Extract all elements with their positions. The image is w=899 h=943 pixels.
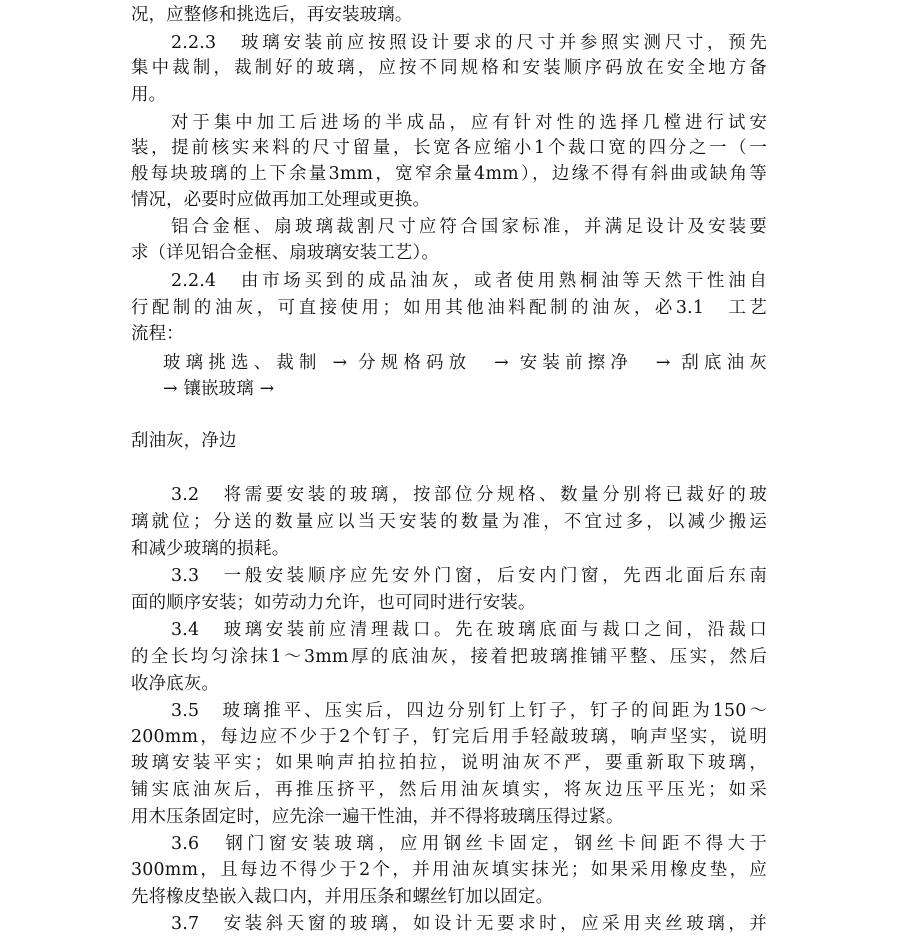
text-line: 收净底灰。 (131, 674, 219, 694)
text-line: 用木压条固定时，应先涂一遍干性油，并不得将玻璃压得过紧。 (131, 807, 624, 827)
text-line: 行配制的油灰，可直接使用；如用其他油料配制的油灰，必3.1 工艺 (131, 298, 767, 318)
text-line: 和减少玻璃的损耗。 (131, 539, 290, 559)
text-line: 铺实底油灰后，再推压挤平，然后用油灰填实，将灰边压平压光；如采 (131, 780, 767, 800)
section-2-2-4-text: 2.2.4 由市场买到的成品油灰，或者使用熟桐油等天然干性油自 (171, 271, 767, 291)
section-2-2-3-text: 2.2.3 玻璃安装前应按照设计要求的尺寸并参照实测尺寸，预先 (171, 33, 767, 53)
process-flow-line-1: 玻璃挑选、裁制 → 分规格码放 → 安装前擦净 → 刮底油灰 (163, 353, 767, 373)
text-line: 300mm，且每边不得少于2个，并用油灰填实抹光；如果采用橡皮垫，应 (131, 860, 767, 880)
text-line: 200mm，每边应不少于2个钉子，钉完后用手轻敲玻璃，响声坚实，说明 (131, 727, 767, 747)
text-line: 先将橡皮垫嵌入裁口内，并用压条和螺丝钉加以固定。 (131, 887, 554, 907)
text-line: 集中裁制，裁制好的玻璃，应按不同规格和安装顺序码放在安全地方备 (131, 58, 767, 78)
section-3-7-text: 3.7 安装斜天窗的玻璃，如设计无要求时，应采用夹丝玻璃，并 (171, 914, 767, 934)
paragraph-aluminum-frame-text: 铝合金框、扇玻璃裁割尺寸应符合国家标准，并满足设计及安装要 (171, 217, 767, 237)
text-line: 般每块玻璃的上下余量3mm，宽窄余量4mm），边缘不得有斜曲或缺角等 (131, 164, 767, 184)
section-3-5-text: 3.5 玻璃推平、压实后，四边分别钉上钉子，钉子的间距为150～ (171, 701, 767, 721)
text-line: 流程： (131, 324, 184, 344)
text-line: 况，应整修和挑选后，再安装玻璃。 (131, 5, 413, 25)
paragraph-semi-finished-text: 对于集中加工后进场的半成品，应有针对性的选择几樘进行试安 (171, 113, 767, 133)
text-line: 玻璃安装平实；如果响声拍拉拍拉，说明油灰不严，要重新取下玻璃， (131, 753, 767, 773)
text-line: 面的顺序安装；如劳动力允许，也可同时进行安装。 (131, 593, 536, 613)
section-3-4-text: 3.4 玻璃安装前应清理裁口。先在玻璃底面与裁口之间，沿裁口 (171, 620, 767, 640)
text-line: 的全长均匀涂抹1～3mm厚的底油灰，接着把玻璃推铺平整、压实，然后 (131, 647, 767, 667)
process-flow-line-3: 刮油灰，净边 (131, 431, 237, 451)
text-line: 求（详见铝合金框、扇玻璃安装工艺）。 (131, 243, 439, 263)
process-flow-line-2: → 镶嵌玻璃 → (163, 379, 275, 399)
section-3-6-text: 3.6 钢门窗安装玻璃，应用钢丝卡固定，钢丝卡间距不得大于 (171, 834, 767, 854)
text-line: 璃就位；分送的数量应以当天安装的数量为准，不宜过多，以减少搬运 (131, 512, 767, 532)
text-line: 装，提前核实来料的尺寸留量，长宽各应缩小1个裁口宽的四分之一（一 (131, 138, 767, 158)
text-line: 情况，必要时应做再加工处理或更换。 (131, 190, 431, 210)
section-3-2-text: 3.2 将需要安装的玻璃，按部位分规格、数量分别将已裁好的玻 (171, 485, 767, 505)
section-3-3-text: 3.3 一般安装顺序应先安外门窗，后安内门窗，先西北面后东南 (171, 566, 767, 586)
text-line: 用。 (131, 85, 167, 105)
